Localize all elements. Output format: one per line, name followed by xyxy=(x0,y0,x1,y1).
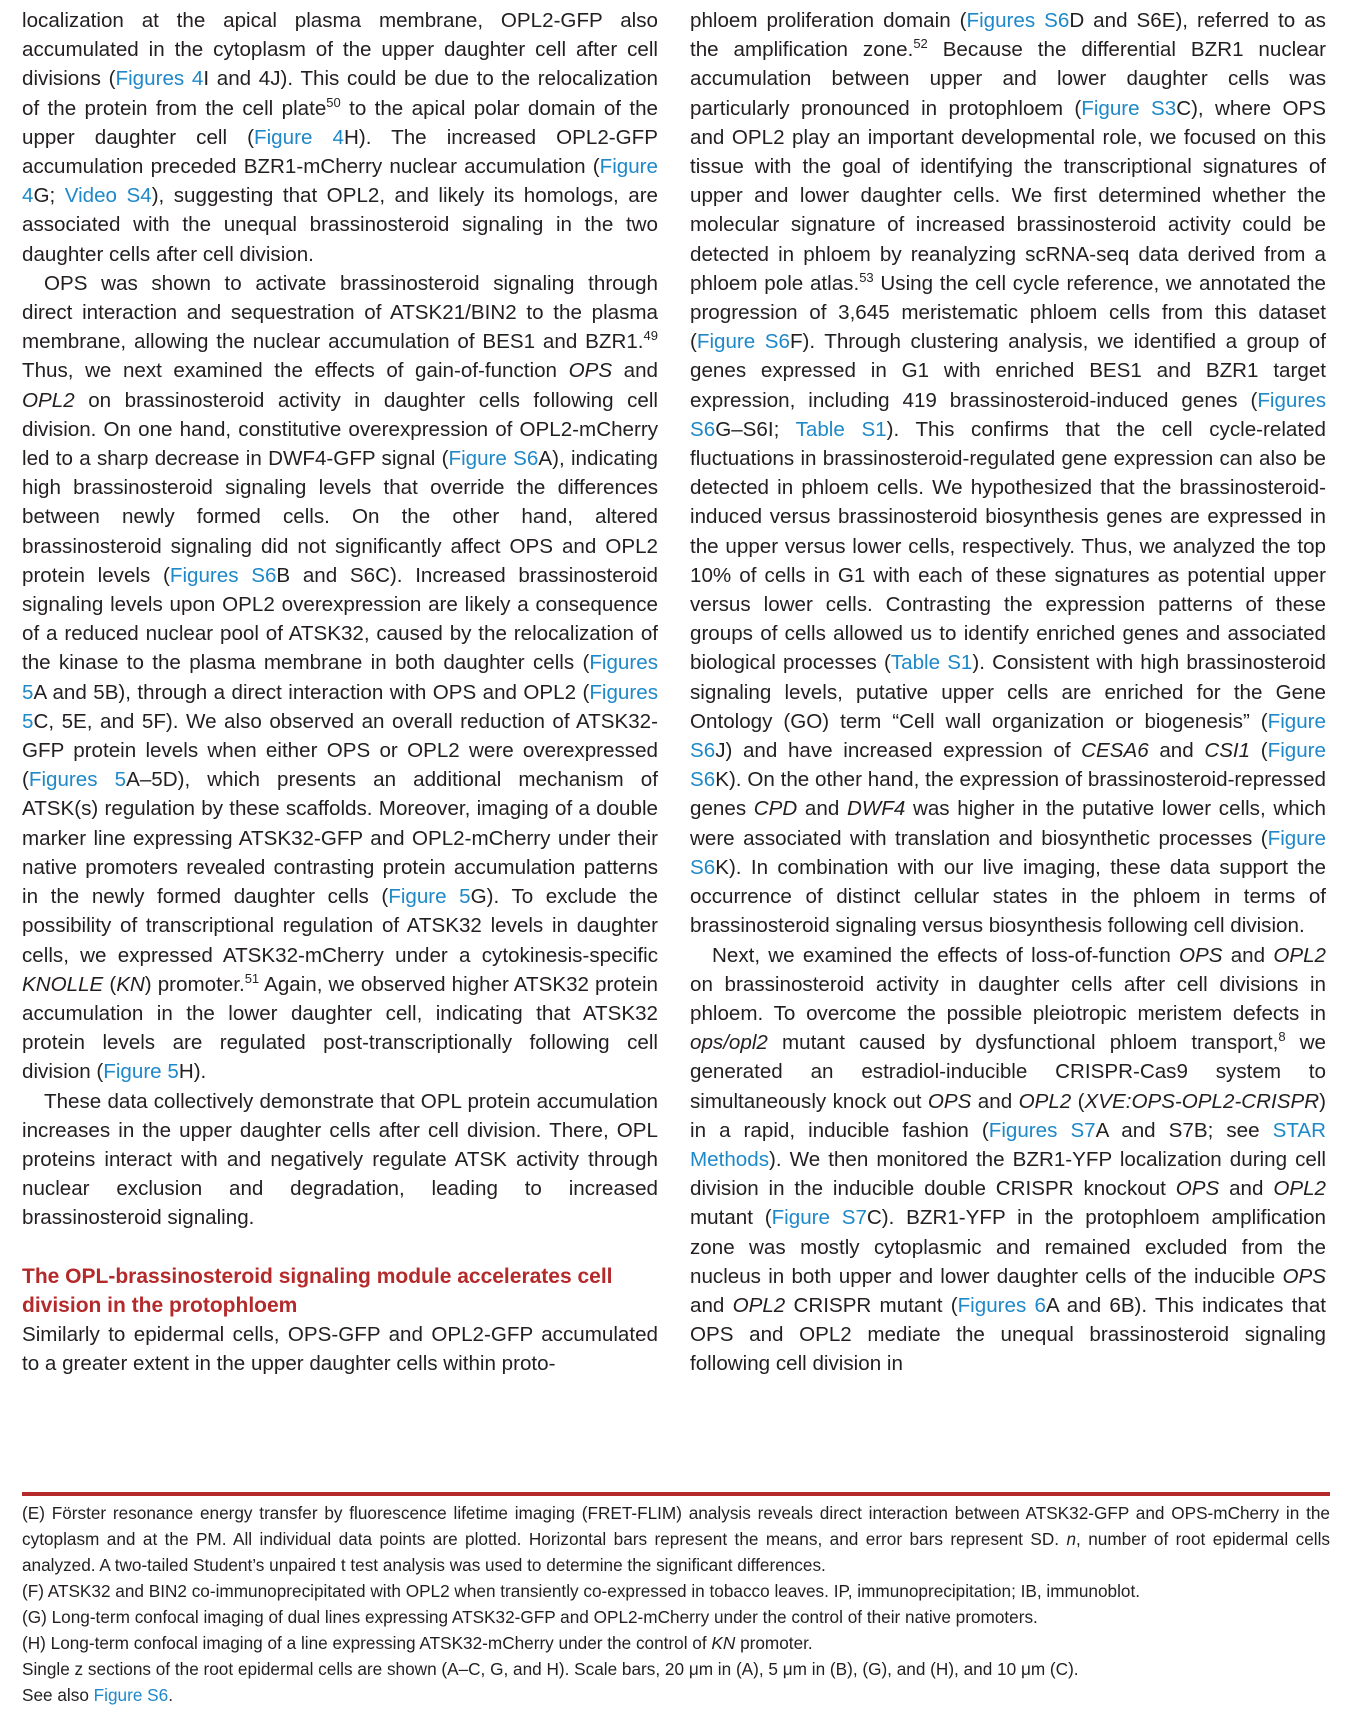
italic-term: OPS xyxy=(927,1089,972,1113)
italic-term: KN xyxy=(116,972,145,996)
legend-item: (E) Förster resonance energy transfer by fluorescence lifetime imaging (FRET-FLIM) analysis reveals direct interaction between ATSK32-GFP and OPS-mCherry in the cytoplasm and at the PM. All individual data points are plotted. Horizontal bars represent the means, and error bars represent SD. n, number of root epidermal cells analyzed. A two-tailed Student’s unpaired t test analysis was used to determine the significant differences. xyxy=(22,1503,1330,1575)
figure-reference-link[interactable]: Video S4 xyxy=(64,184,152,208)
figure-reference-link[interactable]: Figure S6 xyxy=(690,709,1326,763)
figure-reference-link[interactable]: Figure 5 xyxy=(388,885,471,909)
italic-term: OPL2 xyxy=(1273,1177,1326,1201)
figure-legend xyxy=(22,1500,1330,1708)
figure-reference-link[interactable]: Figures 5 xyxy=(22,651,658,704)
figure-reference-link[interactable]: Figure S6 xyxy=(93,1685,169,1705)
figure-reference-link[interactable]: Figure 5 xyxy=(103,1060,179,1084)
figure-reference-link[interactable]: Figure S6 xyxy=(696,330,790,354)
legend-item: (G) Long-term confocal imaging of dual lines expressing ATSK32-GFP and OPL2-mCherry under the control of their native promoters. xyxy=(22,1607,1038,1627)
figure-reference-link[interactable]: STAR Methods xyxy=(690,1118,1326,1171)
citation-superscript: 53 xyxy=(859,269,874,285)
figure-reference-link[interactable]: Figure S7 xyxy=(771,1206,867,1230)
citation-superscript: 50 xyxy=(326,94,341,110)
italic-term: CSI1 xyxy=(1204,739,1251,763)
figure-reference-link[interactable]: Figure 4 xyxy=(254,125,344,149)
figure-reference-link[interactable]: Figures S6 xyxy=(966,9,1070,32)
figure-reference-link[interactable]: Figures S6 xyxy=(169,563,277,587)
italic-term: OPS xyxy=(568,359,613,383)
italic-term: CESA6 xyxy=(1081,739,1149,763)
citation-superscript: 8 xyxy=(1278,1029,1286,1045)
italic-term: OPS xyxy=(1282,1264,1326,1288)
figure-reference-link[interactable]: Figure S6 xyxy=(448,447,539,471)
right-column xyxy=(690,6,1326,1379)
italic-term: XVE:OPS-OPL2-CRISPR xyxy=(1084,1089,1320,1113)
italic-term: n xyxy=(1066,1529,1077,1549)
figure-reference-link[interactable]: Figures 6 xyxy=(957,1293,1046,1317)
legend-item: Single z sections of the root epidermal cells are shown (A–C, G, and H). Scale bars, 20 μm in (A), 5 μm in (B), (G), and (H), and 10 μm (C). xyxy=(22,1659,1079,1679)
italic-term: OPS xyxy=(1175,1177,1220,1201)
figure-reference-link[interactable]: Figure S6 xyxy=(690,826,1326,879)
section-heading: The OPL-brassinosteroid signaling module accelerates cell division in the protophloem xyxy=(22,1264,613,1317)
italic-term: OPL2 xyxy=(1273,943,1326,967)
figure-reference-link[interactable]: Figures 4 xyxy=(115,67,204,91)
italic-term: KN xyxy=(711,1633,736,1653)
figure-reference-link[interactable]: Figure S6 xyxy=(690,739,1326,792)
figure-reference-link[interactable]: Figures S6 xyxy=(690,388,1326,441)
italic-term: ops/opl2 xyxy=(690,1031,768,1055)
legend-divider xyxy=(22,1492,1330,1496)
figure-reference-link[interactable]: Figures 5 xyxy=(22,680,658,733)
figure-reference-link[interactable]: Table S1 xyxy=(795,417,887,441)
figure-reference-link[interactable]: Figures 5 xyxy=(28,768,127,792)
italic-term: KNOLLE xyxy=(22,972,104,996)
italic-term: OPL2 xyxy=(1018,1089,1072,1113)
figure-reference-link[interactable]: Figures S7 xyxy=(988,1118,1096,1142)
figure-reference-link[interactable]: Figure 4 xyxy=(22,155,658,208)
legend-item: (H) Long-term confocal imaging of a line expressing ATSK32-mCherry under the control of KN promoter. xyxy=(22,1633,813,1653)
citation-superscript: 51 xyxy=(244,970,260,986)
left-column xyxy=(22,6,658,1378)
legend-item: (F) ATSK32 and BIN2 co-immunoprecipitated with OPL2 when transiently co-expressed in tobacco leaves. IP, immunoprecipitation; IB, immunoblot. xyxy=(22,1581,1141,1601)
body-paragraph: Next, we examined the effects of loss-of-function OPS and OPL2 on brassinosteroid activity in daughter cells after cell divisions in phloem. To overcome the possible pleiotropic meristem defects in ops/opl2 mutant caused by dysfunctional phloem transport,$^8$ we generated an estradiol-inducible CRISPR-Cas9 system to simultaneously knock out OPS and OPL2 (XVE:OPS-OPL2-CRISPR) in a rapid, inducible fashion (Figures S7A and S7B; see STAR Methods). We then monitored the BZR1-YFP localization during cell division in the inducible double CRISPR knockout OPS and OPL2 mutant (Figure S7C). BZR1-YFP in the protophloem amplification zone was mostly cytoplasmic and remained excluded from the nucleus in both upper and lower daughter cells of the inducible OPS and OPL2 CRISPR mutant (Figures 6A and 6B). This indicates that OPS and OPL2 mediate the unequal brassinosteroid signaling following cell division in xyxy=(690,943,1326,1376)
citation-superscript: 52 xyxy=(913,36,928,52)
italic-term: OPS xyxy=(1179,943,1223,967)
italic-term: OPL2 xyxy=(22,388,75,412)
italic-term: CPD xyxy=(753,797,798,821)
citation-superscript: 49 xyxy=(643,328,658,344)
legend-item: See also Figure S6. xyxy=(22,1685,173,1705)
italic-term: DWF4 xyxy=(846,797,906,821)
body-paragraph: OPS was shown to activate brassinosteroid signaling through direct interaction and sequestration of ATSK21/BIN2 to the plasma membrane, allowing the nuclear accumulation of BES1 and BZR1.49 Thus, we next examined the effects of gain-of-function OPS and OPL2 on brassinosteroid activity in daughter cells following cell division. On one hand, constitutive overexpression of OPL2-mCherry led to a sharp decrease in DWF4-GFP signal (Figure S6A), indicating high brassinosteroid signaling levels that override the differences between newly formed cells. On the other hand, altered brassinosteroid signaling did not significantly affect OPS and OPL2 protein levels (Figures S6B and S6C). Increased brassinosteroid signaling levels upon OPL2 overexpression are likely a consequence of a reduced nuclear pool of ATSK32, caused by the relocalization of the kinase to the plasma membrane in both daughter cells (Figures 5A and 5B), through a direct interaction with OPS and OPL2 (Figures 5C, 5E, and 5F). We also observed an overall reduction of ATSK32-GFP protein levels when either OPS or OPL2 were overexpressed (Figures 5A–5D), which presents an additional mechanism of ATSK(s) regulation by these scaffolds. Moreover, imaging of a double marker line expressing ATSK32-GFP and OPL2-mCherry under their native promoters revealed contrasting protein accumulation patterns in the newly formed daughter cells (Figure 5G). To exclude the possibility of transcriptional regulation of ATSK32 levels in daughter cells, we expressed ATSK32-mCherry under a cytokinesis-specific KNOLLE (KN) promoter.$^{51}$ Again, we observed higher ATSK32 protein accumulation in the lower daughter cell, indicating that ATSK32 protein levels are regulated post-transcriptionally following cell division (Figure 5H). xyxy=(22,271,658,1084)
body-paragraph: Similarly to epidermal cells, OPS-GFP and OPL2-GFP accumulated to a greater extent in the upper daughter cells within proto- xyxy=(22,1322,658,1375)
body-paragraph: localization at the apical plasma membrane, OPL2-GFP also accumulated in the cytoplasm of the upper daughter cell after cell divisions (Figures 4I and 4J). This could be due to the relocalization of the protein from the cell plate$^{50}$ to the apical polar domain of the upper daughter cell (Figure 4H). The increased OPL2-GFP accumulation preceded BZR1-mCherry nuclear accumulation (Figure 4G; Video S4), suggesting that OPL2, and likely its homologs, are associated with the unequal brassinosteroid signaling in the two daughter cells after cell division. xyxy=(22,9,659,266)
body-paragraph: phloem proliferation domain (Figures S6D and S6E), referred to as the amplification zone.$^{52}$ Because the differential BZR1 nuclear accumulation between upper and lower daughter cells was particularly pronounced in protophloem (Figure S3C), where OPS and OPL2 play an important developmental role, we focused on this tissue with the goal of identifying the transcriptional signatures of upper and lower daughter cells. We first determined whether the molecular signature of increased brassinosteroid activity could be detected in phloem by reanalyzing scRNA-seq data derived from a phloem pole atlas.$^{53}$ Using the cell cycle reference, we annotated the progression of 3,645 meristematic phloem cells from this dataset (Figure S6F). Through clustering analysis, we identified a group of genes expressed in G1 with enriched BES1 and BZR1 target expression, including 419 brassinosteroid-induced genes (Figures S6G–S6I; Table S1). This confirms that the cell cycle-related fluctuations in brassinosteroid-regulated gene expression can also be detected in phloem cells. We hypothesized that the brassinosteroid-induced versus brassinosteroid biosynthesis genes are expressed in the upper versus lower cells, respectively. Thus, we analyzed the top 10% of cells in G1 with each of these signatures as potential upper versus lower cells. Contrasting the expression patterns of these groups of cells allowed us to identify enriched genes and associated biological processes (Table S1). Consistent with high brassinosteroid signaling levels, putative upper cells are enriched for the Gene Ontology (GO) term “Cell wall organization or biogenesis” (Figure S6J) and have increased expression of CESA6 and CSI1 (Figure S6K). On the other hand, the expression of brassinosteroid-repressed genes CPD and DWF4 was higher in the putative lower cells, which were associated with translation and biosynthetic processes (Figure S6K). In combination with our live imaging, these data support the occurrence of distinct cellular states in the phloem in terms of brassinosteroid signaling versus biosynthesis following cell division. xyxy=(690,9,1326,938)
figure-reference-link[interactable]: Table S1 xyxy=(890,651,973,675)
figure-reference-link[interactable]: Figure S3 xyxy=(1081,96,1177,120)
body-paragraph: These data collectively demonstrate that OPL protein accumulation increases in the upper daughter cells after cell division. There, OPL proteins interact with and negatively regulate ATSK activity through nuclear exclusion and degradation, leading to increased brassinosteroid signaling. xyxy=(22,1089,658,1230)
italic-term: OPL2 xyxy=(732,1293,786,1317)
